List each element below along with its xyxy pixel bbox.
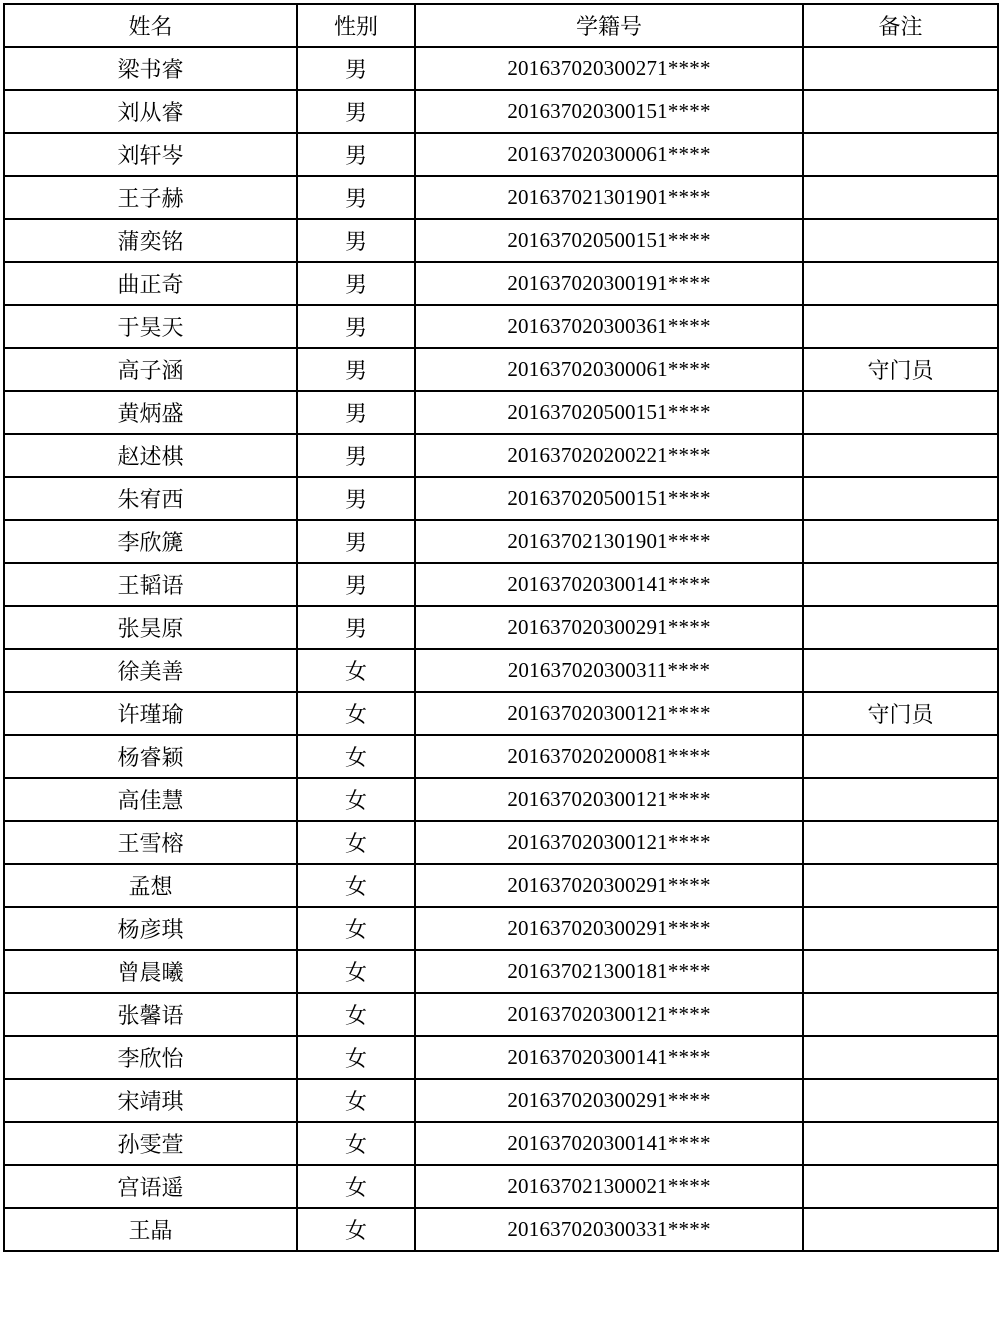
cell-note — [803, 950, 998, 993]
cell-gender: 女 — [297, 1079, 415, 1122]
cell-note — [803, 907, 998, 950]
table-row — [4, 606, 998, 649]
cell-student-id: 201637021300021**** — [415, 1165, 803, 1208]
cell-name: 刘轩岑 — [4, 133, 297, 176]
table-body — [4, 47, 998, 1251]
table-row — [4, 348, 998, 391]
cell-student-id: 201637020300061**** — [415, 133, 803, 176]
cell-name: 李欣怡 — [4, 1036, 297, 1079]
cell-student-id: 201637020300291**** — [415, 606, 803, 649]
cell-student-id: 201637020300361**** — [415, 305, 803, 348]
cell-name: 张馨语 — [4, 993, 297, 1036]
header-note: 备注 — [803, 4, 998, 47]
table-row — [4, 1079, 998, 1122]
cell-gender: 男 — [297, 176, 415, 219]
cell-note — [803, 1079, 998, 1122]
cell-student-id: 201637020300141**** — [415, 1122, 803, 1165]
header-student-id: 学籍号 — [415, 4, 803, 47]
cell-student-id: 201637020300271**** — [415, 47, 803, 90]
cell-gender: 女 — [297, 821, 415, 864]
cell-note — [803, 1122, 998, 1165]
table-row — [4, 1036, 998, 1079]
table-row — [4, 90, 998, 133]
header-name: 姓名 — [4, 4, 297, 47]
cell-note: 守门员 — [803, 348, 998, 391]
cell-student-id: 201637020300191**** — [415, 262, 803, 305]
cell-gender: 男 — [297, 348, 415, 391]
cell-name: 徐美善 — [4, 649, 297, 692]
table-row — [4, 1208, 998, 1251]
table-row — [4, 563, 998, 606]
cell-note — [803, 563, 998, 606]
cell-name: 刘从睿 — [4, 90, 297, 133]
table-row — [4, 1122, 998, 1165]
cell-gender: 男 — [297, 133, 415, 176]
table-row — [4, 176, 998, 219]
cell-name: 孙雯萱 — [4, 1122, 297, 1165]
cell-note — [803, 1036, 998, 1079]
cell-name: 曲正奇 — [4, 262, 297, 305]
cell-name: 杨睿颖 — [4, 735, 297, 778]
cell-name: 张昊原 — [4, 606, 297, 649]
cell-name: 于昊天 — [4, 305, 297, 348]
table-row — [4, 950, 998, 993]
cell-name: 王晶 — [4, 1208, 297, 1251]
cell-student-id: 201637020300311**** — [415, 649, 803, 692]
cell-gender: 女 — [297, 907, 415, 950]
cell-name: 杨彦琪 — [4, 907, 297, 950]
cell-name: 曾晨曦 — [4, 950, 297, 993]
table-row — [4, 262, 998, 305]
cell-gender: 女 — [297, 864, 415, 907]
cell-name: 蒲奕铭 — [4, 219, 297, 262]
cell-gender: 女 — [297, 1208, 415, 1251]
cell-gender: 女 — [297, 950, 415, 993]
cell-student-id: 201637020500151**** — [415, 477, 803, 520]
cell-name: 高佳慧 — [4, 778, 297, 821]
cell-gender: 男 — [297, 606, 415, 649]
cell-note — [803, 993, 998, 1036]
table-row — [4, 1165, 998, 1208]
cell-gender: 女 — [297, 735, 415, 778]
cell-student-id: 201637020300291**** — [415, 864, 803, 907]
table-row — [4, 735, 998, 778]
student-roster-table — [3, 3, 999, 1252]
cell-gender: 男 — [297, 434, 415, 477]
cell-gender: 女 — [297, 1122, 415, 1165]
cell-gender: 男 — [297, 477, 415, 520]
table-row — [4, 821, 998, 864]
cell-name: 李欣篪 — [4, 520, 297, 563]
cell-name: 黄炳盛 — [4, 391, 297, 434]
cell-name: 王雪榕 — [4, 821, 297, 864]
table-row — [4, 219, 998, 262]
cell-name: 孟想 — [4, 864, 297, 907]
cell-note — [803, 520, 998, 563]
table-row — [4, 47, 998, 90]
cell-note — [803, 606, 998, 649]
cell-student-id: 201637020300121**** — [415, 778, 803, 821]
table-row — [4, 434, 998, 477]
cell-student-id: 201637020200081**** — [415, 735, 803, 778]
cell-gender: 女 — [297, 1165, 415, 1208]
cell-student-id: 201637020300121**** — [415, 821, 803, 864]
cell-note — [803, 864, 998, 907]
table-header-row — [4, 4, 998, 47]
cell-gender: 女 — [297, 1036, 415, 1079]
cell-name: 高子涵 — [4, 348, 297, 391]
header-gender: 性别 — [297, 4, 415, 47]
table-row — [4, 864, 998, 907]
cell-student-id: 201637021301901**** — [415, 176, 803, 219]
cell-student-id: 201637020300291**** — [415, 1079, 803, 1122]
cell-name: 宋靖琪 — [4, 1079, 297, 1122]
cell-gender: 男 — [297, 391, 415, 434]
cell-student-id: 201637020300141**** — [415, 1036, 803, 1079]
table-row — [4, 305, 998, 348]
cell-note — [803, 219, 998, 262]
table-row — [4, 778, 998, 821]
cell-note — [803, 391, 998, 434]
cell-note — [803, 1165, 998, 1208]
cell-gender: 男 — [297, 262, 415, 305]
table-row — [4, 477, 998, 520]
cell-student-id: 201637020300151**** — [415, 90, 803, 133]
table-row — [4, 649, 998, 692]
cell-name: 王子赫 — [4, 176, 297, 219]
cell-note — [803, 1208, 998, 1251]
cell-note — [803, 305, 998, 348]
cell-student-id: 201637020500151**** — [415, 219, 803, 262]
table-row — [4, 692, 998, 735]
table-row — [4, 907, 998, 950]
cell-gender: 男 — [297, 520, 415, 563]
cell-student-id: 201637020300141**** — [415, 563, 803, 606]
cell-note — [803, 133, 998, 176]
cell-student-id: 201637020500151**** — [415, 391, 803, 434]
cell-gender: 女 — [297, 649, 415, 692]
cell-note — [803, 434, 998, 477]
cell-note — [803, 735, 998, 778]
table-row — [4, 993, 998, 1036]
cell-note — [803, 262, 998, 305]
cell-gender: 男 — [297, 219, 415, 262]
cell-student-id: 201637020300121**** — [415, 993, 803, 1036]
cell-name: 宫语遥 — [4, 1165, 297, 1208]
cell-gender: 男 — [297, 305, 415, 348]
cell-name: 王韬语 — [4, 563, 297, 606]
table-row — [4, 391, 998, 434]
cell-name: 赵述棋 — [4, 434, 297, 477]
cell-name: 许瑾瑜 — [4, 692, 297, 735]
cell-student-id: 201637020200221**** — [415, 434, 803, 477]
cell-note: 守门员 — [803, 692, 998, 735]
cell-name: 梁书睿 — [4, 47, 297, 90]
table-row — [4, 133, 998, 176]
cell-note — [803, 477, 998, 520]
cell-student-id: 201637020300331**** — [415, 1208, 803, 1251]
cell-gender: 男 — [297, 47, 415, 90]
cell-gender: 女 — [297, 993, 415, 1036]
cell-name: 朱宥西 — [4, 477, 297, 520]
cell-student-id: 201637020300121**** — [415, 692, 803, 735]
cell-gender: 男 — [297, 90, 415, 133]
cell-note — [803, 649, 998, 692]
cell-note — [803, 176, 998, 219]
cell-student-id: 201637020300291**** — [415, 907, 803, 950]
cell-gender: 女 — [297, 692, 415, 735]
cell-gender: 男 — [297, 563, 415, 606]
cell-note — [803, 90, 998, 133]
cell-student-id: 201637020300061**** — [415, 348, 803, 391]
cell-note — [803, 778, 998, 821]
table-row — [4, 520, 998, 563]
cell-student-id: 201637021301901**** — [415, 520, 803, 563]
cell-note — [803, 47, 998, 90]
cell-note — [803, 821, 998, 864]
cell-gender: 女 — [297, 778, 415, 821]
cell-student-id: 201637021300181**** — [415, 950, 803, 993]
